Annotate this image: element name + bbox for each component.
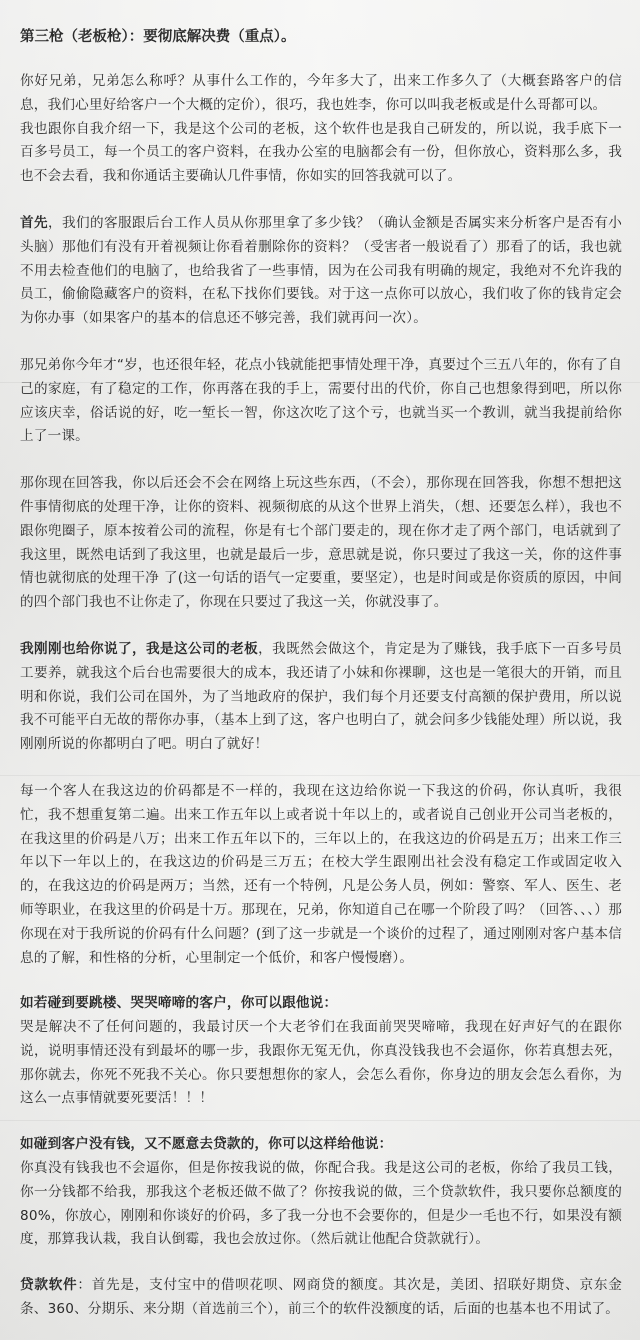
document-title: 第三枪（老板枪）：要彻底解决费（重点）。 (20, 29, 296, 45)
boss-paragraph (20, 638, 622, 757)
loans-lead: 贷款软件 (20, 1277, 78, 1294)
boss-body: ，我既然会做这个，肯定是为了赚钱，我手底下一百多号员工要养，就我这个后台也需要很大的成本，我还请了小妹和你裸聊，这也是一笔很大的开销，而且明和你说，我们公司在国外，为了当地政府的保护，我们每个月还要支付高额的保护费用，所以说我不可能平白无故的帮你办事，（基本上到了这，客户也明白了，就会问多少钱能处理）所以说，我刚刚所说的你都明白了吧。明白了就好！ (20, 640, 623, 753)
boss-lead: 我刚刚也给你说了，我是这公司的老板 (20, 640, 259, 657)
young-paragraph: 那兄弟你今年才“岁，也还很年轻，花点小钱就能把事情处理干净，真要过个三五八年的，你有了自己的家庭，有了稳定的工作，你再落在我的手上，需要付出的代价，你自己也想象得到吧，所以你应该庆幸，俗话说的好，吃一堑长一智，你这次吃了这个亏，也就当买一个教训，就当我提前给你上了一课。 (20, 356, 622, 445)
price-paragraph: 每一个客人在我这边的价码都是不一样的，我现在这边给你说一下我这的价码，你认真听，我很忙，我不想重复第二遍。出来工作五年以上或者说十年以上的，或者说自己创业开公司当老板的，在我这里的价码是八万；出来工作五年以下的，三年以上的，在我这边的价码是五万；出来工作三年以下一年以上的，在我这边的价码是三万五；在校大学生跟刚出社会没有稳定工作或固定收入的，在我这边的价码是两万；当然，还有一个特例，凡是公务人员，例如：警察、军人、医生、老师等职业，在我这里的价码是十万。那现在，兄弟，你知道自己在哪一个阶段了吗？（回答、、、）那你现在对于我所说的价码有什么问题？(到了这一步就是一个谈价的过程了，通过刚刚对客户基本信息的了解，和性格的分析，心里制定一个低价，和客户慢慢磨）。 (20, 782, 622, 966)
crying-paragraph: 哭是解决不了任何问题的，我最讨厌一个大老爷们在我面前哭哭啼啼，我现在好声好气的在跟你说，说明事情还没有到最坏的哪一步，我跟你无冤无仇，你真没钱我也不会逼你，你若真想去死，那你就去，你死不死我不关心。你只要想想你的家人，会怎么看你，你身边的朋友会怎么看你，为这么一点事情就要死要活！！！ (20, 1019, 622, 1107)
paper-crease (0, 775, 640, 776)
loans-paragraph (20, 1274, 622, 1322)
intro-paragraph-2: 我也跟你自我介绍一下，我是这个公司的老板，这个软件也是我自己研发的，所以说，我手底下一百多号员工，每一个员工的客户资料，在我办公室的电脑都会有一份，但你放心，资料那么多，我也不会去看，我和你通话主要确认几件事情，你如实的回答我就可以了。 (20, 120, 622, 185)
intro-paragraph-1: 你好兄弟，兄弟怎么称呼？从事什么工作的，今年多大了，出来工作多久了（大概套路客户的信息，我们心里好给客户一个大概的定价），很巧，我也姓李，你可以叫我老板或是什么哥都可以。 (20, 73, 622, 113)
paper-crease (0, 1120, 640, 1121)
first-paragraph (20, 212, 622, 331)
answer-paragraph: 那你现在回答我，你以后还会不会在网络上玩这些东西，（不会），那你现在回答我，你想不想把这件事情彻底的处理干净，让你的资料、视频彻底的从这个世界上消失，（想、还要怎么样），我也不跟你兜圈子，原本按着公司的流程，你是有七个部门要走的，现在你才走了两个部门，电话就到了我这里，既然电话到了我这里，也就是最后一步，意思就是说，你只要过了我这一关，你的这件事情也就彻底的处理干净 了(这一句话的语气一定要重，要坚定），也是时间或是你资质的原因，中间的四个部门我也不让你走了，你现在只要过了我这一关，你就没事了。 (20, 475, 622, 611)
crying-heading: 如若碰到要跳楼、哭哭啼啼的客户，你可以跟他说： (20, 995, 338, 1012)
first-body: ，我们的客服跟后台工作人员从你那里拿了多少钱？（确认金额是否属实来分析客户是否有小头脑）那他们有没有开着视频让你看着删除你的资料？（受害者一般说看了）那看了的话，我也就不用去检查他们的电脑了，也给我省了一些事情，因为在公司我有明确的规定，我绝对不允许我的员工，偷偷隐藏客户的资料，在私下找你们要钱。对于这一点你可以放心，我们收了你的钱肯定会为你办事（如果客户的基本的信息还不够完善，我们就再问一次）。 (20, 214, 622, 327)
nomoney-paragraph: 你真没有钱我也不会逼你，但是你按我说的做，你配合我。我是这公司的老板，你给了我员工钱，你一分钱都不给我，那我这个老板还做不做了？你按我说的做，三个贷款软件，我只要你总额度的80%，你放心，刚刚和你谈好的价码，多了我一分也不会要你的，但是少一毛也不行，如果没有额度，那算我认栽，我自认倒霉，我也会放过你。（然后就让他配合贷款就行）。 (20, 1160, 622, 1248)
loans-body: ：首先是，支付宝中的借呗花呗、网商贷的额度。其次是，美团、招联好期贷、京东金条、360、分期乐、来分期（首选前三个），前三个的软件没额度的话，后面的也基本也不用试了。 (20, 1277, 622, 1318)
nomoney-heading: 如碰到客户没有钱，又不愿意去贷款的，你可以这样给他说： (20, 1136, 393, 1153)
first-lead: 首先 (20, 214, 49, 231)
paper-crease (0, 382, 640, 383)
